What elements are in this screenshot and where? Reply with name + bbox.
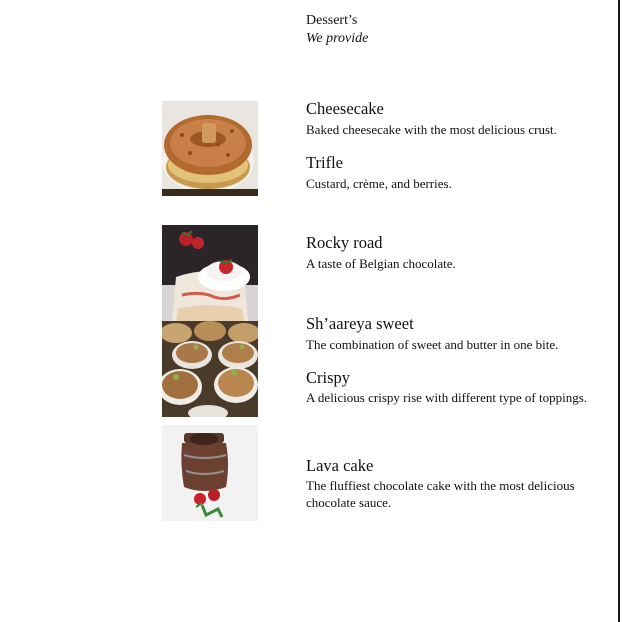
crispy-tray-photo-icon <box>162 321 258 417</box>
item-desc-crispy: A delicious crispy rise with different type of toppings. <box>306 390 588 405</box>
item-desc-trifle: Custard, crème, and berries. <box>306 176 452 191</box>
page-right-border <box>618 0 620 622</box>
item-name-shaareya-sweet: Sh’aareya sweet <box>306 314 414 333</box>
item-desc-cheesecake: Baked cheesecake with the most delicious crust. <box>306 122 557 137</box>
trifle-cup-photo-icon <box>162 225 258 321</box>
item-name-lava-cake: Lava cake <box>306 456 374 475</box>
page-subtitle: We provide <box>306 31 369 46</box>
item-name-cheesecake: Cheesecake <box>306 99 384 118</box>
page-title: Dessert’s <box>306 13 358 28</box>
item-desc-shaareya-sweet: The combination of sweet and butter in one bite. <box>306 337 559 352</box>
cheesecake-photo-icon <box>162 101 258 196</box>
lava-cake-jar-photo-icon <box>162 425 258 521</box>
item-desc-rocky-road: A taste of Belgian chocolate. <box>306 256 456 271</box>
item-name-rocky-road: Rocky road <box>306 233 383 252</box>
item-name-crispy: Crispy <box>306 368 351 387</box>
item-desc-lava-cake: The fluffiest chocolate cake with the most delicious chocolate sauce. <box>306 478 575 510</box>
item-name-trifle: Trifle <box>306 153 343 172</box>
